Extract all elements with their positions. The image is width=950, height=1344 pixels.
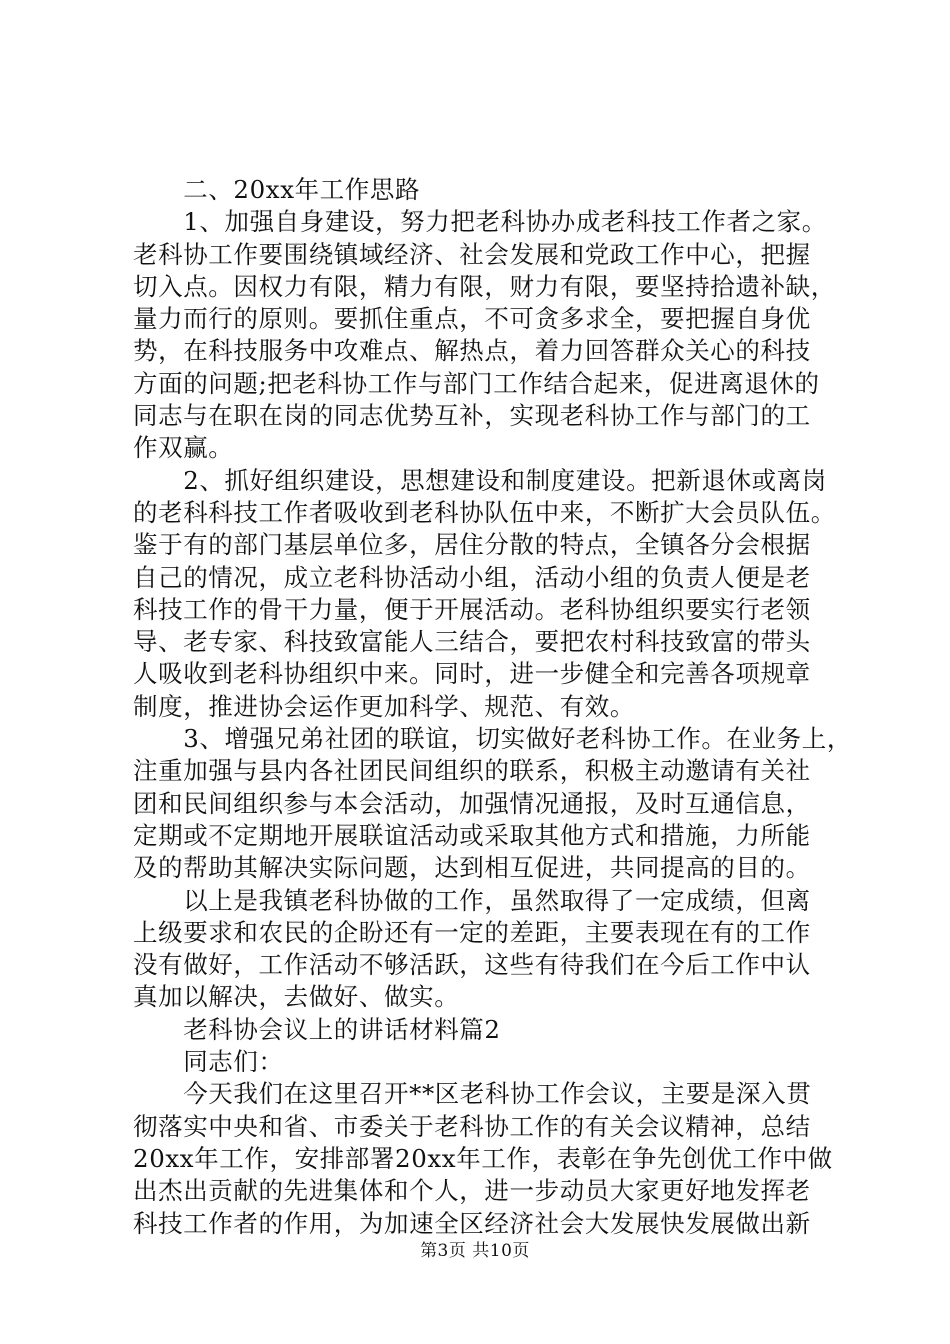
- text-line: 今天我们在这里召开**区老科协工作会议，主要是深入贯: [133, 1079, 812, 1109]
- text-line: 的老科科技工作者吸收到老科协队伍中来，不断扩大会员队伍。: [133, 497, 836, 527]
- text-line: 1、加强自身建设，努力把老科协办成老科技工作者之家。: [133, 207, 827, 237]
- text-line: 以上是我镇老科协做的工作，虽然取得了一定成绩，但离: [133, 885, 811, 915]
- text-line: 制度，推进协会运作更加科学、规范、有效。: [133, 691, 635, 721]
- text-line: 二、20xx年工作思路: [133, 175, 421, 204]
- text-line: 方面的问题;把老科协工作与部门工作结合起来，促进离退休的: [133, 368, 820, 398]
- text-line: 2、抓好组织建设，思想建设和制度建设。把新退休或离岗: [133, 465, 827, 495]
- text-line: 20xx年工作，安排部署20xx年工作，表彰在争先创优工作中做: [133, 1143, 833, 1173]
- page-footer: 第3页 共10页: [420, 1241, 530, 1261]
- section-heading: 老科协会议上的讲话材料篇2: [133, 1014, 501, 1044]
- text-line: 科技工作的骨干力量，便于开展活动。老科协组织要实行老领: [133, 594, 811, 624]
- text-line: 人吸收到老科协组织中来。同时，进一步健全和完善各项规章: [133, 659, 811, 689]
- document-body: [133, 174, 852, 1240]
- text-line: 没有做好，工作活动不够活跃，这些有待我们在今后工作中认: [133, 950, 811, 980]
- text-line: 定期或不定期地开展联谊活动或采取其他方式和措施，力所能: [133, 820, 811, 850]
- text-line: 3、增强兄弟社团的联谊，切实做好老科协工作。在业务上，: [133, 724, 852, 754]
- text-line: 真加以解决，去做好、做实。: [133, 982, 460, 1012]
- text-line: 势，在科技服务中攻难点、解热点，着力回答群众关心的科技: [133, 336, 811, 366]
- text-line: 老科协工作要围绕镇域经济、社会发展和党政工作中心，把握: [133, 239, 811, 269]
- text-line: 上级要求和农民的企盼还有一定的差距，主要表现在有的工作: [133, 917, 811, 947]
- text-line: 鉴于有的部门基层单位多，居住分散的特点，全镇各分会根据: [133, 530, 811, 560]
- text-line: 彻落实中央和省、市委关于老科协工作的有关会议精神，总结: [133, 1111, 811, 1141]
- salutation: 同志们：: [133, 1047, 284, 1077]
- text-line: 自己的情况，成立老科协活动小组，活动小组的负责人便是老: [133, 562, 811, 592]
- text-line: 科技工作者的作用，为加速全区经济社会大发展快发展做出新: [133, 1208, 811, 1238]
- text-line: 量力而行的原则。要抓住重点，不可贪多求全，要把握自身优: [133, 304, 811, 334]
- text-line: 同志与在职在岗的同志优势互补，实现老科协工作与部门的工: [133, 401, 811, 431]
- text-line: 及的帮助其解决实际问题，达到相互促进，共同提高的目的。: [133, 853, 811, 883]
- text-line: 切入点。因权力有限，精力有限，财力有限，要坚持拾遗补缺，: [133, 271, 836, 301]
- text-line: 导、老专家、科技致富能人三结合，要把农村科技致富的带头: [133, 627, 811, 657]
- text-line: 注重加强与县内各社团民间组织的联系，积极主动邀请有关社: [133, 756, 811, 786]
- text-line: 团和民间组织参与本会活动，加强情况通报，及时互通信息，: [133, 788, 811, 818]
- text-line: 出杰出贡献的先进集体和个人，进一步动员大家更好地发挥老: [133, 1176, 811, 1206]
- text-line: 作双赢。: [133, 433, 234, 463]
